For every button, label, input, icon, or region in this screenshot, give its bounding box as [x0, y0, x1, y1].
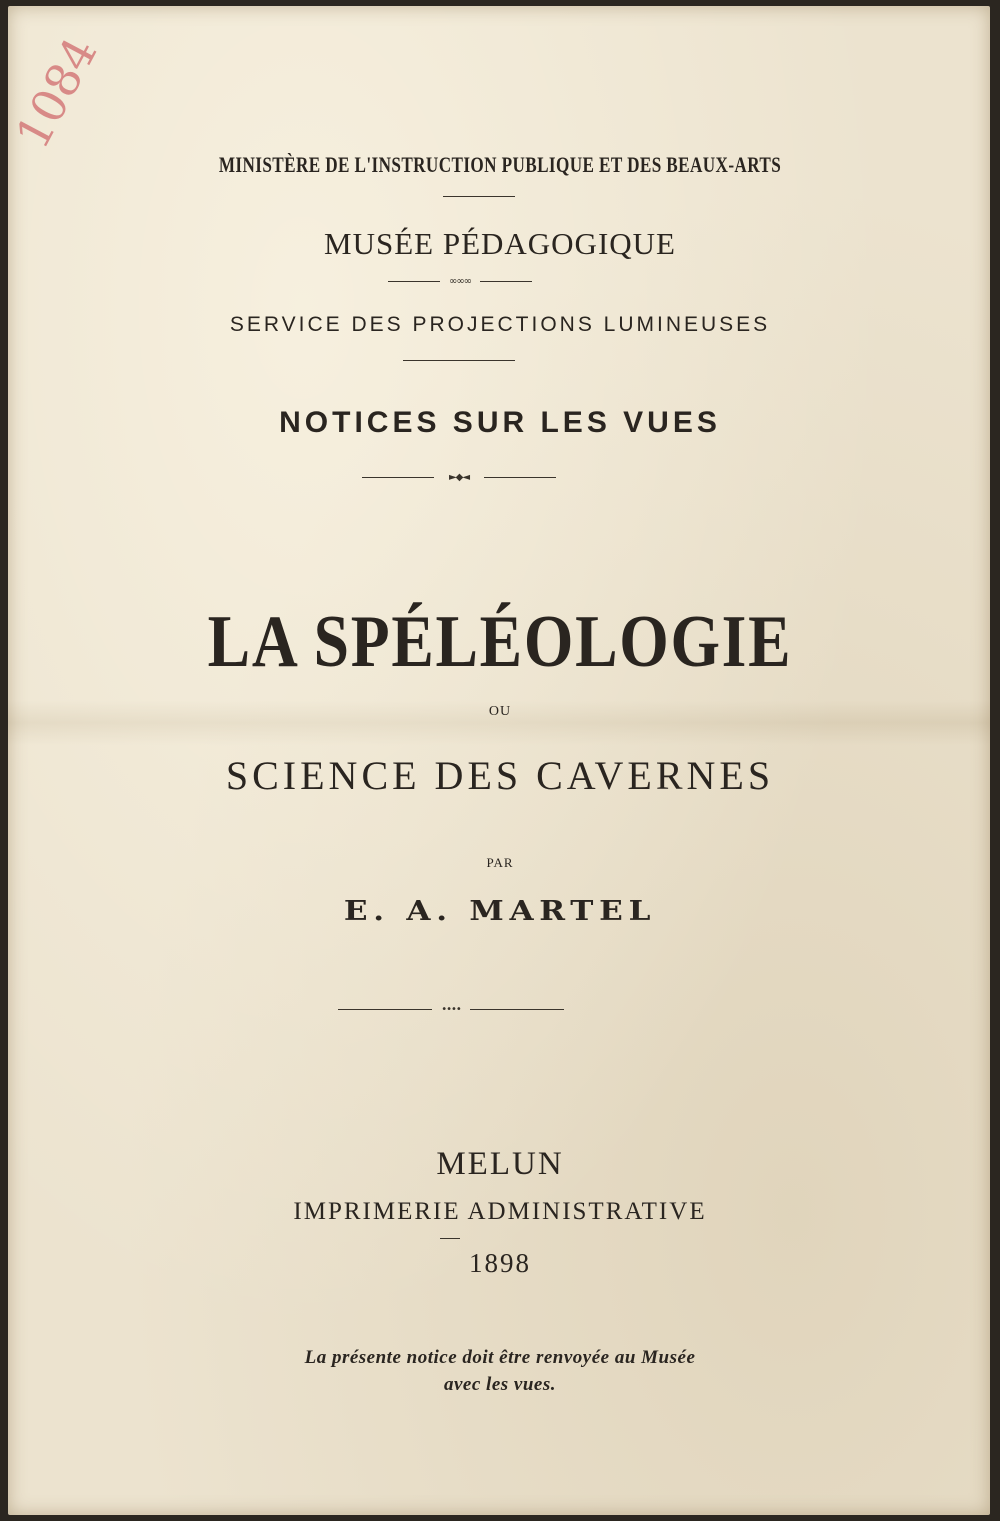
subtitle: SCIENCE DES CAVERNES — [225, 753, 775, 798]
museum-heading: MUSÉE PÉDAGOGIQUE — [324, 226, 676, 261]
imprint-year: 1898 — [469, 1248, 531, 1278]
ministry-heading: MINISTÈRE DE L'INSTRUCTION PUBLIQUE ET DES BEAUX-ARTS — [218, 152, 782, 177]
ornamental-divider: ►◆◄ — [362, 473, 556, 483]
handwritten-shelfmark: 1084 — [5, 28, 108, 158]
return-notice-line-1: La présente notice doit être renvoyée au Musée — [304, 1347, 696, 1368]
return-notice-line-2: avec les vues. — [444, 1374, 556, 1395]
main-title: LA SPÉLÉOLOGIE — [207, 601, 793, 683]
ornamental-divider: ∞∞∞ — [388, 277, 532, 287]
imprint-printer: IMPRIMERIE ADMINISTRATIVE — [293, 1198, 707, 1225]
title-conjunction: OU — [488, 704, 512, 719]
divider-rule — [443, 196, 515, 197]
author-name: E. A. MARTEL — [343, 896, 657, 927]
service-heading: SERVICE DES PROJECTIONS LUMINEUSES — [229, 313, 771, 336]
series-heading: NOTICES SUR LES VUES — [279, 406, 721, 439]
divider-rule — [440, 1238, 460, 1239]
imprint-city: MELUN — [436, 1146, 564, 1182]
divider-rule — [403, 360, 515, 361]
author-by-label: PAR — [486, 855, 514, 870]
ornamental-divider: •••• — [338, 1005, 564, 1015]
